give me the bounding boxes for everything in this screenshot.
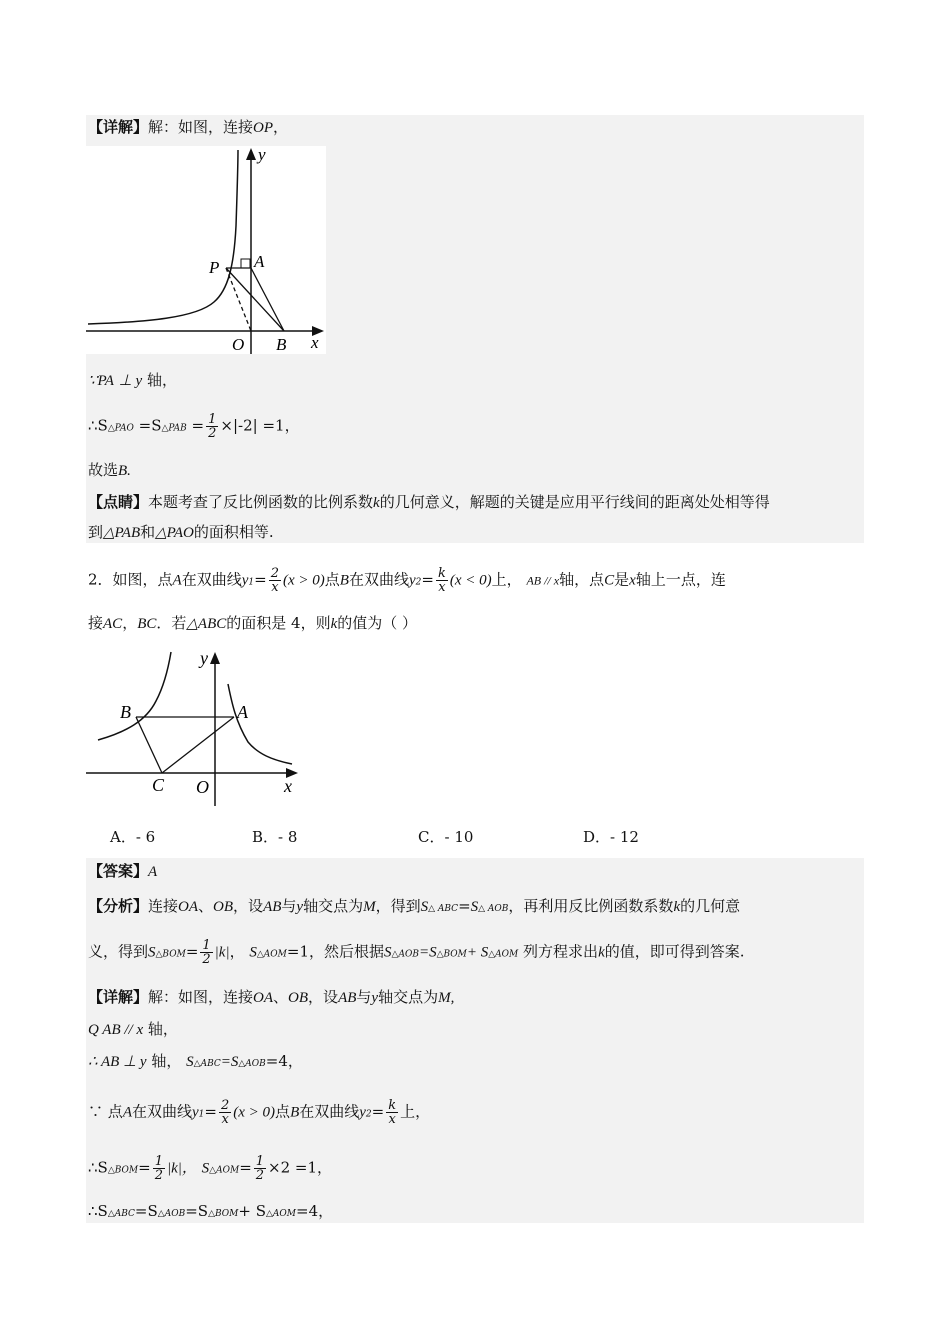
step-2: ∴S△PAO =S△PAB = $\frac{1}{2}$ ×|-2| =1， xyxy=(88,412,300,441)
fig1-o-label: O xyxy=(232,335,245,354)
detail-2-line-1: 【详解】解：如图，连接OA、OB，设AB与y轴交点为M, xyxy=(88,988,455,1006)
analysis-line-2: 义，得到S△BOM= $\frac{1}{2}$ |k|， S△AOM=1，然后根据S△AOB=S△BOM+ S△AOM 列方程求出k的值，即可得到答案. xyxy=(88,938,745,967)
fig1-b-label: B xyxy=(276,335,287,354)
analysis-line-1: 【分析】连接OA、OB，设AB与y轴交点为M，得到S△ ABC=S△ AOB，再利用反比例函数系数k的几何意 xyxy=(88,897,741,915)
question-2-line-1: 2．如图，点A在双曲线y1= $\frac{2}{x}$ (x > 0)点B在双曲线y2= $\frac{k}{x}$ (x < 0)上， AB // x轴，点C是x轴上一点，连 xyxy=(88,566,726,595)
option-d[interactable]: D．- 12 xyxy=(583,828,639,846)
fig1-p-label: P xyxy=(209,258,220,277)
fraction-half: $\frac{1}{2}$ xyxy=(208,412,217,441)
step-1: ∵PA ⊥ y 轴， xyxy=(88,371,177,389)
detail-tag: 【详解】 xyxy=(88,118,149,136)
detail-2-line-5: ∴S△BOM= $\frac{1}{2}$ |k|， S△AOM= $\frac{1}{2}$ ×2 =1， xyxy=(88,1154,333,1183)
fig2-c-label: C xyxy=(152,775,165,795)
point-line-1: 【点睛】本题考查了反比例函数的比例系数k的几何意义，解题的关键是应用平行线间的距离处处相等得 xyxy=(88,493,770,511)
fig2-x-label: x xyxy=(284,776,292,796)
fig2-a-label: A xyxy=(237,702,248,722)
fig2-y-label: y xyxy=(200,648,208,668)
fig1-a-label: A xyxy=(254,252,265,271)
choose-line: 故选B. xyxy=(88,461,131,479)
fig1-x-label: x xyxy=(311,333,319,352)
detail-2-line-2: Q AB // x 轴， xyxy=(88,1020,178,1038)
fig2-o-label: O xyxy=(196,777,209,797)
point-line-2: 到△PAB和△PAO的面积相等. xyxy=(88,523,274,541)
figure-2 xyxy=(86,646,306,808)
detail-line-1: 【详解】解：如图，连接OP， xyxy=(88,118,289,136)
option-c[interactable]: C．- 10 xyxy=(418,828,474,846)
option-a[interactable]: A．- 6 xyxy=(110,828,156,846)
answer-line: 【答案】A xyxy=(88,862,158,880)
detail-2-line-6: ∴S△ABC=S△AOB=S△BOM+ S△AOM=4， xyxy=(88,1202,334,1220)
detail-2-line-3: ∴ AB ⊥ y 轴， S△ABC=S△AOB=4， xyxy=(88,1052,303,1070)
figure-1 xyxy=(86,146,326,354)
fig2-b-label: B xyxy=(120,702,131,722)
fig1-y-label: y xyxy=(258,146,266,164)
option-b[interactable]: B．- 8 xyxy=(252,828,298,846)
question-2-line-2: 接AC，BC．若△ABC的面积是 4，则k的值为（ ） xyxy=(88,614,418,632)
detail-2-line-4: ∵ 点A在双曲线y1= $\frac{2}{x}$ (x > 0)点B在双曲线y2= $\frac{k}{x}$ 上， xyxy=(88,1098,431,1127)
